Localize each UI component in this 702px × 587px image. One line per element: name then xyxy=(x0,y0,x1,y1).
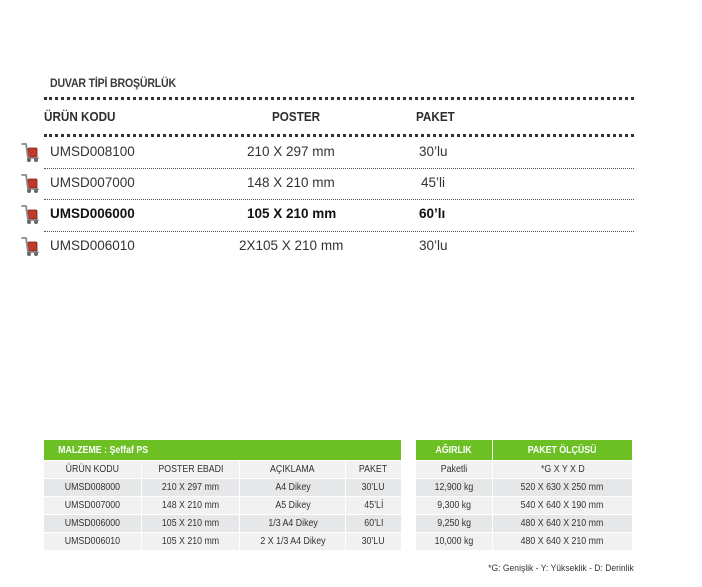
spec-cell: 105 X 210 mm xyxy=(142,515,240,533)
weight-cell: 12,900 kg xyxy=(416,479,493,497)
product-poster: 148 X 210 mm xyxy=(247,175,335,190)
weight-cell: 10,000 kg xyxy=(416,533,493,551)
row-divider xyxy=(44,199,634,200)
row-divider xyxy=(44,168,634,169)
product-code: UMSD006000 xyxy=(50,206,135,221)
col-paket: PAKET xyxy=(346,461,402,479)
header-paket: PAKET xyxy=(416,109,455,124)
product-row xyxy=(0,168,702,199)
weight-cell: 9,250 kg xyxy=(416,515,493,533)
product-row xyxy=(0,231,702,262)
product-paket: 30’lu xyxy=(419,144,448,159)
spec-table xyxy=(43,439,402,551)
material-label: MALZEME : Şeffaf PS xyxy=(44,440,402,461)
product-code: UMSD008100 xyxy=(50,144,135,159)
spec-cell: 2 X 1/3 A4 Dikey xyxy=(240,533,346,551)
product-row xyxy=(0,137,702,168)
weight-cell: 480 X 640 X 210 mm xyxy=(492,533,632,551)
spec-row xyxy=(44,497,402,515)
title-divider xyxy=(44,97,634,100)
weight-cell: 520 X 630 X 250 mm xyxy=(492,479,632,497)
page-title: DUVAR TİPİ BROŞÜRLÜK xyxy=(50,76,176,90)
spec-cell: 45’Lİ xyxy=(346,497,402,515)
weight-cell: 540 X 640 X 190 mm xyxy=(492,497,632,515)
spec-cell: 1/3 A4 Dikey xyxy=(240,515,346,533)
size-header: PAKET ÖLÇÜSÜ xyxy=(492,440,632,461)
weight-cell: 480 X 640 X 210 mm xyxy=(492,515,632,533)
col-code: ÜRÜN KODU xyxy=(44,461,142,479)
spec-cell: UMSD007000 xyxy=(44,497,142,515)
spec-cell: 105 X 210 mm xyxy=(142,533,240,551)
spec-row xyxy=(44,533,402,551)
weight-table xyxy=(415,439,633,551)
weight-row xyxy=(416,533,633,551)
spec-cell: 30’LU xyxy=(346,533,402,551)
hand-truck-icon[interactable] xyxy=(20,172,42,194)
product-poster: 2X105 X 210 mm xyxy=(239,238,344,253)
hand-truck-icon[interactable] xyxy=(20,203,42,225)
spec-cell: UMSD006010 xyxy=(44,533,142,551)
spec-cell: 148 X 210 mm xyxy=(142,497,240,515)
spec-cell: UMSD008000 xyxy=(44,479,142,497)
weight-row xyxy=(416,515,633,533)
spec-row xyxy=(44,479,402,497)
spec-cell: A4 Dikey xyxy=(240,479,346,497)
weight-header: AĞIRLIK xyxy=(416,440,493,461)
weight-row xyxy=(416,497,633,515)
weight-sub: Paketli xyxy=(416,461,493,479)
hand-truck-icon[interactable] xyxy=(20,235,42,257)
header-code: ÜRÜN KODU xyxy=(44,109,116,124)
product-paket: 60’lı xyxy=(419,206,446,221)
hand-truck-icon[interactable] xyxy=(20,141,42,163)
product-paket: 30’lu xyxy=(419,238,448,253)
weight-row xyxy=(416,479,633,497)
product-row xyxy=(0,199,702,230)
header-poster: POSTER xyxy=(272,109,321,124)
product-code: UMSD006010 xyxy=(50,238,135,253)
weight-cell: 9,300 kg xyxy=(416,497,493,515)
spec-cell: 30’LU xyxy=(346,479,402,497)
spec-cell: UMSD006000 xyxy=(44,515,142,533)
size-sub: *G X Y X D xyxy=(492,461,632,479)
spec-cell: A5 Dikey xyxy=(240,497,346,515)
product-paket: 45’li xyxy=(421,175,446,190)
dimension-note: *G: Genişlik - Y: Yükseklik - D: Derinlik xyxy=(488,563,634,574)
spec-cell: 210 X 297 mm xyxy=(142,479,240,497)
product-poster: 210 X 297 mm xyxy=(247,144,335,159)
col-desc: AÇIKLAMA xyxy=(240,461,346,479)
spec-cell: 60’LI xyxy=(346,515,402,533)
col-poster: POSTER EBADI xyxy=(142,461,240,479)
spec-row xyxy=(44,515,402,533)
product-poster: 105 X 210 mm xyxy=(247,206,337,221)
row-divider xyxy=(44,231,634,232)
product-code: UMSD007000 xyxy=(50,175,135,190)
